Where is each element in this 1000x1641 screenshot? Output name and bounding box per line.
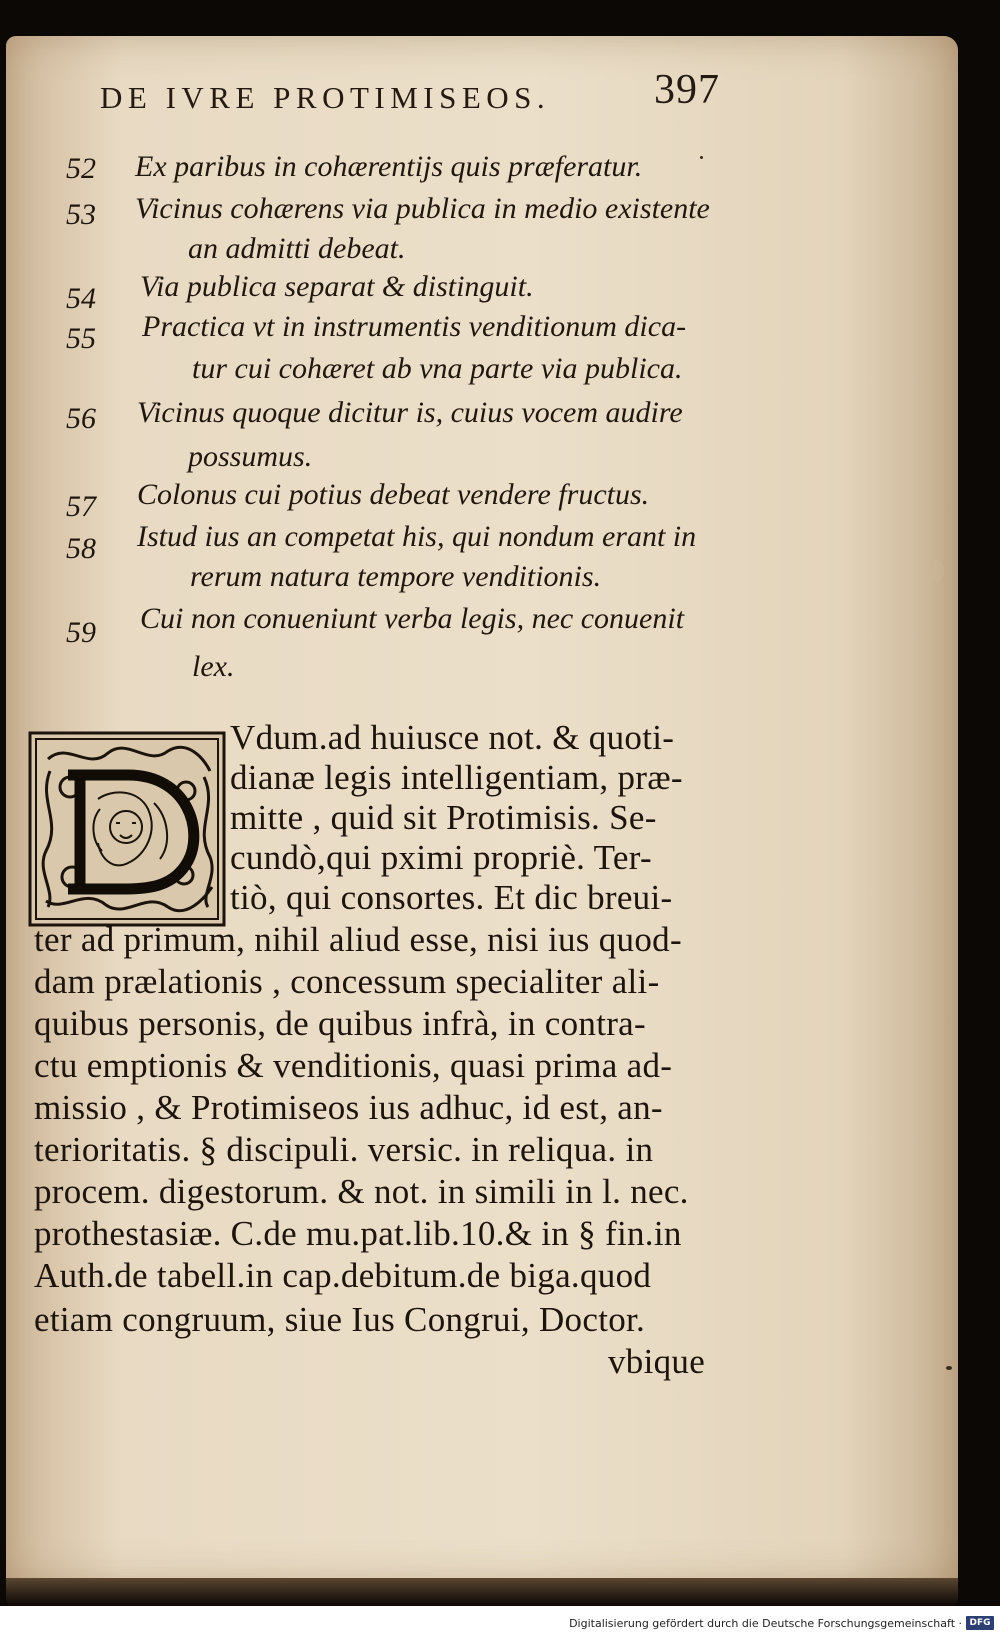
ink-speck (700, 156, 703, 159)
catchword: vbique (608, 1342, 706, 1381)
summary-number: 53 (66, 198, 96, 231)
summary-number: 55 (66, 322, 96, 355)
running-head (100, 66, 720, 126)
body-line: quibus personis, de quibus infrà, in contra- (34, 1004, 646, 1043)
dfg-logo-icon: DFG (966, 1616, 994, 1630)
summary-line: Practica vt in instrumentis venditionum dica- (142, 310, 687, 343)
summary-number: 58 (66, 532, 96, 565)
summary-line: Colonus cui potius debeat vendere fructus. (137, 478, 650, 511)
summary-number: 56 (66, 402, 96, 435)
summary-number: 54 (66, 282, 96, 315)
summary-number: 59 (66, 616, 96, 649)
body-line: dianæ legis intelligentiam, præ- (230, 758, 683, 797)
running-head-title: DE IVRE PROTIMISEOS. (100, 80, 551, 115)
decorated-initial (28, 731, 226, 927)
summary-line: Cui non conueniunt verba legis, nec conuenit (140, 602, 685, 635)
summary-line: Ex paribus in cohærentijs quis præferatur. (135, 150, 643, 183)
body-line: Vdum.ad huiusce not. & quoti- (230, 718, 675, 757)
paper-stain (930, 560, 944, 582)
summary-line: Via publica separat & distinguit. (140, 270, 534, 303)
page-number: 397 (654, 67, 720, 113)
summary-line: Vicinus quoque dicitur is, cuius vocem audire (137, 396, 683, 429)
body-line: etiam congruum, siue Ius Congrui, Doctor. (34, 1300, 646, 1339)
summary-line: Istud ius an competat his, qui nondum erant in (137, 520, 697, 553)
summary-line: rerum natura tempore venditionis. (190, 560, 602, 593)
body-line: terioritatis. § discipuli. versic. in reliqua. in (34, 1130, 654, 1169)
body-line: prothestasiæ. C.de mu.pat.lib.10.& in § fin.in (34, 1214, 682, 1253)
body-line: ter ad primum, nihil aliud esse, nisi ius quod- (34, 920, 682, 959)
summary-line: an admitti debeat. (188, 232, 406, 265)
body-line: missio , & Protimiseos ius adhuc, id est, an- (34, 1088, 663, 1127)
summary-line: lex. (192, 650, 235, 683)
body-line: ctu emptionis & venditionis, quasi prima ad- (34, 1046, 673, 1085)
summary-number: 57 (66, 490, 96, 523)
summary-line: tur cui cohæret ab vna parte via publica. (192, 352, 683, 385)
digitization-footer (0, 1606, 1000, 1641)
ink-speck (946, 1366, 952, 1370)
body-line: tiò, qui consortes. Et dic breui- (230, 878, 673, 917)
body-line: Auth.de tabell.in cap.debitum.de biga.quod (34, 1256, 652, 1295)
summary-number: 52 (66, 152, 96, 185)
body-line: mitte , quid sit Protimisis. Se- (230, 798, 657, 837)
body-line: procem. digestorum. & not. in simili in l. nec. (34, 1172, 689, 1211)
body-line: dam prælationis , concessum specialiter ali- (34, 962, 660, 1001)
body-line: cundò,qui pximi propriè. Ter- (230, 838, 652, 877)
summary-line: possumus. (188, 440, 313, 473)
footer-credit: Digitalisierung gefördert durch die Deutsche Forschungsgemeinschaft · (569, 1617, 962, 1630)
page-edge-shadow (6, 1578, 958, 1606)
summary-line: Vicinus cohærens via publica in medio existente (135, 192, 710, 225)
